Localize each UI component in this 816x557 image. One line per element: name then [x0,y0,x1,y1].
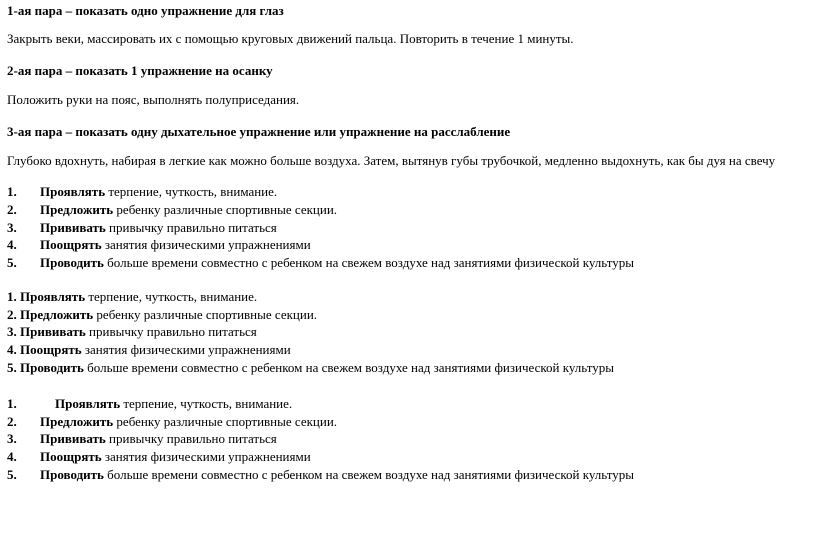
pair1-text: Закрыть веки, массировать их с помощью круговых движений пальца. Повторить в течение 1 минуты. [7,31,574,46]
list-number: 5. [7,467,17,482]
list2-item [7,307,317,323]
list3-item [7,467,634,483]
pair2-heading: 2-ая пара – показать 1 упражнение на осанку [7,63,273,78]
list-verb: Предложить [40,202,114,217]
list-text: занятия физическими упражнениями [101,237,311,252]
list-number: 5. [7,255,17,270]
list2-item [7,324,257,340]
list1-item [7,237,311,253]
list-number: 2. [7,202,17,217]
list-verb: Прививать [40,431,106,446]
list-text: терпение, чуткость, внимание. [120,396,293,411]
list2-item [7,360,614,376]
list1-item [7,184,277,200]
list-verb: Прививать [40,220,106,235]
list-text: привычку правильно питаться [105,431,277,446]
list-verb: Прививать [20,324,86,339]
list-verb: Поощрять [40,449,102,464]
list2-item [7,289,257,305]
list-text: больше времени совместно с ребенком на свежем воздухе над занятиями физической культуры [103,255,634,270]
list-verb: Проводить [20,360,84,375]
list-text: терпение, чуткость, внимание. [105,184,278,199]
list-number: 1. [7,289,17,304]
list-number: 1. [7,396,17,411]
pair2-text: Положить руки на пояс, выполнять полуприседания. [7,92,300,107]
list-verb: Поощрять [40,237,102,252]
list-text: привычку правильно питаться [85,324,257,339]
list-number: 1. [7,184,17,199]
list-verb: Проводить [40,467,104,482]
list1-item [7,220,277,236]
list-number: 3. [7,324,17,339]
list-number: 3. [7,431,17,446]
pair3-text: Глубоко вдохнуть, набирая в легкие как можно больше воздуха. Затем, вытянув губы трубочкой, медленно выдохнуть, как бы дуя на свечу [7,153,776,168]
list3-item [7,431,277,447]
list1-item [7,202,337,218]
list-verb: Проявлять [40,184,106,199]
list-verb: Проводить [40,255,104,270]
list-number: 2. [7,307,17,322]
list-text: ребенку различные спортивные секции. [93,307,318,322]
list-number: 2. [7,414,17,429]
list-verb: Проявлять [20,289,86,304]
list-text: занятия физическими упражнениями [101,449,311,464]
list-text: больше времени совместно с ребенком на свежем воздухе над занятиями физической культуры [103,467,634,482]
list-number: 3. [7,220,17,235]
list-verb: Проявлять [55,396,121,411]
list-verb: Предложить [40,414,114,429]
pair3-heading: 3-ая пара – показать одну дыхательное упражнение или упражнение на расслабление [7,124,511,139]
list-number: 4. [7,342,17,357]
list-text: ребенку различные спортивные секции. [113,414,338,429]
list-text: привычку правильно питаться [105,220,277,235]
list-text: ребенку различные спортивные секции. [113,202,338,217]
list-number: 4. [7,237,17,252]
list1-item [7,255,634,271]
list-number: 5. [7,360,17,375]
list3-item [7,449,311,465]
list3-item [7,414,337,430]
list-text: занятия физическими упражнениями [81,342,291,357]
list-verb: Предложить [20,307,94,322]
pair1-heading: 1-ая пара – показать одно упражнение для глаз [7,3,284,18]
list-text: терпение, чуткость, внимание. [85,289,258,304]
list-number: 4. [7,449,17,464]
list-text: больше времени совместно с ребенком на свежем воздухе над занятиями физической культуры [83,360,614,375]
list-verb: Поощрять [20,342,82,357]
list3-item [7,396,292,412]
list2-item [7,342,291,358]
